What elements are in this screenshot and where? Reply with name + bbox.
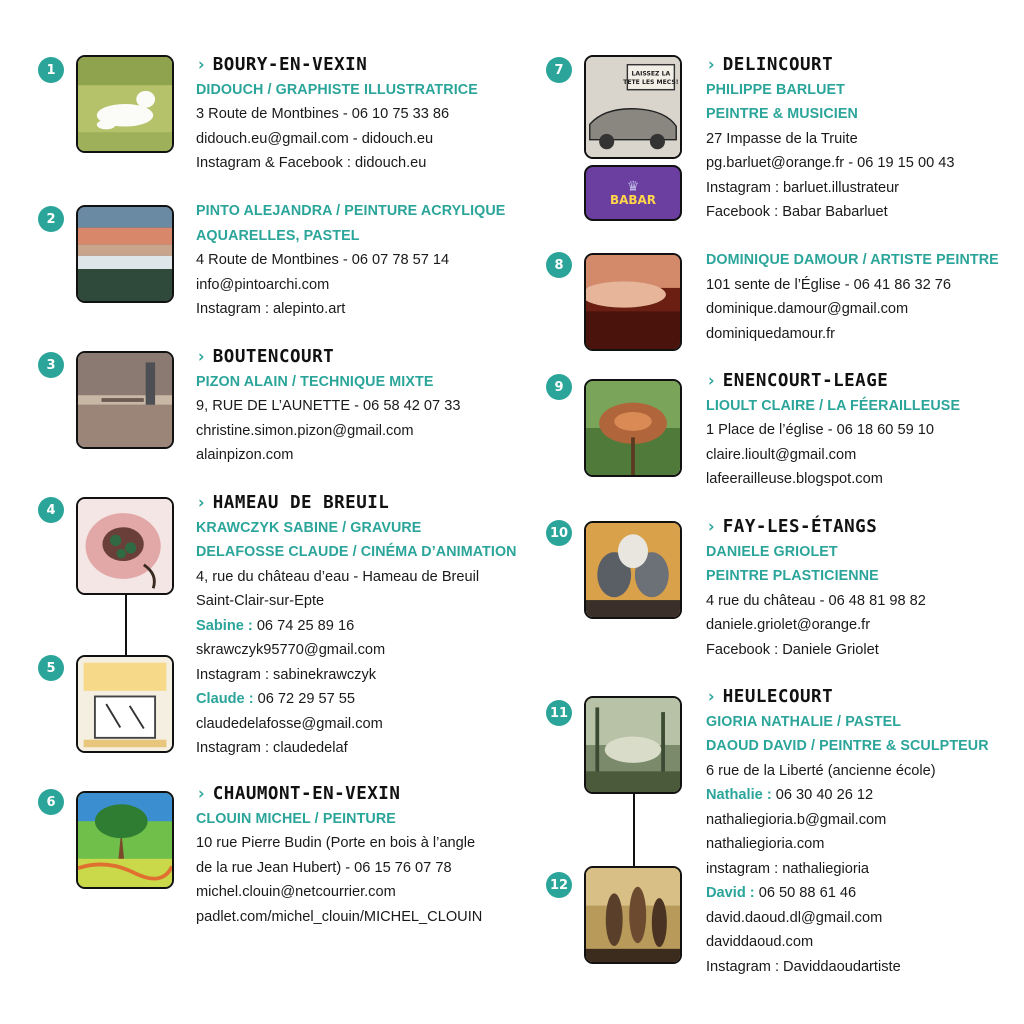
- chevron-right-icon: ›: [196, 784, 207, 804]
- cow-painting-image: [78, 57, 172, 151]
- entry-number-badge: 5: [38, 655, 64, 681]
- artist-subtitle: DELAFOSSE CLAUDE / CINÉMA D’ANIMATION: [196, 544, 517, 560]
- forest-pastel-image: [586, 698, 680, 792]
- address-line: de la rue Jean Hubert) - 06 15 76 07 78: [196, 859, 452, 876]
- entry-2-info: [196, 199, 516, 322]
- artwork-thumbnail[interactable]: [76, 655, 174, 753]
- entry-number-badge: 8: [546, 252, 572, 278]
- town-name: CHAUMONT-EN-VEXIN: [212, 784, 401, 804]
- contact-line[interactable]: daviddaoud.com: [706, 934, 814, 950]
- contact-line[interactable]: Instagram : claudedelaf: [196, 740, 348, 756]
- phone-number[interactable]: 06 72 29 57 55: [253, 691, 356, 707]
- artist-subtitle: DAOUD DAVID / PEINTRE & SCULPTEUR: [706, 738, 989, 754]
- artwork-thumbnail[interactable]: [584, 253, 682, 351]
- town-name: HEULECOURT: [722, 687, 834, 707]
- chevron-right-icon: ›: [706, 687, 717, 707]
- entry-number-badge: 11: [546, 700, 572, 726]
- town-heading: [196, 782, 516, 807]
- contact-label: Sabine :: [196, 617, 253, 634]
- artwork-thumbnail[interactable]: [584, 866, 682, 964]
- phone-number[interactable]: 06 30 40 26 12: [771, 787, 874, 803]
- tree-painting-image: [78, 793, 172, 887]
- entry-11-12-info: [706, 685, 1024, 979]
- contact-line[interactable]: Instagram : barluet.illustrateur: [706, 179, 900, 196]
- artist-subtitle: GIORIA NATHALIE / PASTEL: [706, 713, 902, 730]
- address-line: 4, rue du château d’eau - Hameau de Breuil: [196, 568, 480, 585]
- artist-subtitle: PINTO ALEJANDRA / PEINTURE ACRYLIQUE: [196, 203, 506, 219]
- contact-line[interactable]: info@pintoarchi.com: [196, 276, 330, 293]
- town-heading: [706, 685, 1024, 710]
- svg-text:TETE LES MECS!: TETE LES MECS!: [623, 78, 679, 86]
- phone-number[interactable]: 06 74 25 89 16: [252, 617, 355, 634]
- address-line: 4 Route de Montbines - 06 07 78 57 14: [196, 252, 450, 268]
- connector-line: [125, 594, 127, 656]
- town-heading: [706, 53, 1024, 78]
- entry-8-info: [706, 248, 1024, 346]
- chevron-right-icon: ›: [196, 347, 207, 367]
- artwork-thumbnail[interactable]: [76, 55, 174, 153]
- contact-line[interactable]: dominiquedamour.fr: [706, 325, 835, 342]
- figures-painting-image: [586, 868, 680, 962]
- contact-line[interactable]: Instagram : Daviddaoudartiste: [706, 958, 901, 975]
- artwork-thumbnail[interactable]: [584, 521, 682, 619]
- artist-subtitle: PEINTRE PLASTICIENNE: [706, 568, 879, 584]
- contact-line[interactable]: Instagram : sabinekrawczyk: [196, 666, 377, 683]
- town-name: BOUTENCOURT: [212, 347, 335, 367]
- entry-3-info: [196, 345, 516, 468]
- contact-label: Claude :: [196, 691, 254, 707]
- entry-1-info: [196, 53, 516, 176]
- artist-subtitle: PEINTRE & MUSICIEN: [706, 106, 858, 122]
- address-line: 4 rue du château - 06 48 81 98 82: [706, 592, 926, 609]
- town-name: HAMEAU DE BREUIL: [212, 493, 390, 513]
- chevron-right-icon: ›: [196, 55, 207, 75]
- red-abstract-image: [586, 255, 680, 349]
- contact-line[interactable]: nathaliegioria.com: [706, 836, 825, 852]
- artist-subtitle: AQUARELLES, PASTEL: [196, 227, 360, 244]
- artist-subtitle: KRAWCZYK SABINE / GRAVURE: [196, 519, 422, 536]
- entry-6-info: [196, 782, 516, 929]
- chevron-right-icon: ›: [706, 371, 717, 391]
- contact-line[interactable]: Facebook : Babar Babarluet: [706, 204, 888, 220]
- contact-line[interactable]: dominique.damour@gmail.com: [706, 301, 909, 317]
- contact-line[interactable]: pg.barluet@orange.fr - 06 19 15 00 43: [706, 155, 955, 171]
- contact-line[interactable]: michel.clouin@netcourrier.com: [196, 884, 396, 900]
- phone-line: [196, 614, 516, 639]
- contact-label: Nathalie :: [706, 787, 772, 803]
- address-line: 3 Route de Montbines - 06 10 75 33 86: [196, 106, 450, 122]
- comic-drawing-image: [586, 57, 680, 157]
- address-line: Saint-Clair-sur-Epte: [196, 593, 325, 609]
- crown-icon: ♛: [626, 178, 640, 194]
- artwork-thumbnail[interactable]: [76, 791, 174, 889]
- town-name: ENENCOURT-LEAGE: [722, 371, 889, 391]
- logo-text: BABAR: [609, 193, 657, 207]
- contact-line[interactable]: alainpizon.com: [196, 447, 294, 463]
- artist-subtitle: DOMINIQUE DAMOUR / ARTISTE PEINTRE: [706, 252, 999, 268]
- contact-line[interactable]: claudedelafosse@gmail.com: [196, 715, 383, 732]
- contact-line[interactable]: Instagram & Facebook : didouch.eu: [196, 155, 427, 171]
- entry-4-5-info: [196, 491, 516, 761]
- town-heading: [706, 515, 1024, 540]
- chevron-right-icon: ›: [706, 517, 717, 537]
- phone-line: [706, 783, 1024, 808]
- address-line: 10 rue Pierre Budin (Porte en bois à l’angle: [196, 835, 476, 851]
- artwork-thumbnail[interactable]: [584, 696, 682, 794]
- town-heading: [196, 345, 516, 370]
- artist-subtitle: DANIELE GRIOLET: [706, 543, 838, 560]
- svg-text:LAISSEZ LA: LAISSEZ LA: [631, 70, 671, 78]
- contact-line[interactable]: daniele.griolet@orange.fr: [706, 617, 871, 633]
- artist-subtitle: CLOUIN MICHEL / PEINTURE: [196, 810, 396, 827]
- address-line: 1 Place de l’église - 06 18 60 59 10: [706, 422, 934, 438]
- address-line: 101 sente de l’Église - 06 41 86 32 76: [706, 276, 952, 293]
- engraving-image: [78, 499, 172, 593]
- address-line: 27 Impasse de la Truite: [706, 130, 858, 147]
- artist-subtitle: LIOULT CLAIRE / LA FÉERAILLEUSE: [706, 397, 961, 414]
- contact-line[interactable]: skrawczyk95770@gmail.com: [196, 642, 386, 658]
- entry-10-info: [706, 515, 1024, 662]
- mixed-technique-image: [78, 353, 172, 447]
- faces-painting-image: [586, 523, 680, 617]
- chevron-right-icon: ›: [706, 55, 717, 75]
- artist-subtitle: PIZON ALAIN / TECHNIQUE MIXTE: [196, 373, 434, 390]
- artist-subtitle: PHILIPPE BARLUET: [706, 81, 846, 98]
- town-name: DELINCOURT: [722, 55, 834, 75]
- entry-number-badge: 2: [38, 206, 64, 232]
- phone-line: [196, 687, 516, 712]
- landscape-painting-image: [78, 207, 172, 301]
- contact-line[interactable]: david.daoud.dl@gmail.com: [706, 909, 883, 926]
- connector-line: [633, 794, 635, 866]
- town-heading: [196, 491, 516, 516]
- contact-line[interactable]: Instagram : alepinto.art: [196, 301, 346, 317]
- entry-number-badge: 12: [546, 872, 572, 898]
- artwork-thumbnail[interactable]: [584, 55, 682, 159]
- entry-number-badge: 3: [38, 352, 64, 378]
- address-line: 6 rue de la Liberté (ancienne école): [706, 762, 936, 779]
- contact-line[interactable]: Facebook : Daniele Griolet: [706, 641, 879, 658]
- address-line: 9, RUE DE L’AUNETTE - 06 58 42 07 33: [196, 398, 461, 414]
- sculpture-image: [586, 381, 680, 475]
- contact-line[interactable]: instagram : nathaliegioria: [706, 860, 870, 877]
- town-heading: [706, 369, 1024, 394]
- phone-line: [706, 881, 1024, 906]
- entry-number-badge: 6: [38, 789, 64, 815]
- town-name: BOURY-EN-VEXIN: [212, 55, 368, 75]
- contact-line[interactable]: didouch.eu@gmail.com - didouch.eu: [196, 130, 434, 147]
- artwork-thumbnail[interactable]: [584, 379, 682, 477]
- contact-line[interactable]: padlet.com/michel_clouin/MICHEL_CLOUIN: [196, 908, 483, 925]
- entry-number-badge: 4: [38, 497, 64, 523]
- town-name: FAY-LES-ÉTANGS: [722, 517, 878, 537]
- artwork-thumbnail[interactable]: [76, 351, 174, 449]
- contact-line[interactable]: christine.simon.pizon@gmail.com: [196, 422, 414, 439]
- entry-number-badge: 10: [546, 520, 572, 546]
- babar-logo: [586, 167, 680, 219]
- chevron-right-icon: ›: [196, 493, 207, 513]
- contact-line[interactable]: lafeerailleuse.blogspot.com: [706, 471, 883, 487]
- artwork-thumbnail[interactable]: [76, 205, 174, 303]
- entry-number-badge: 1: [38, 57, 64, 83]
- phone-number[interactable]: 06 50 88 61 46: [754, 885, 857, 901]
- artist-subtitle: DIDOUCH / GRAPHISTE ILLUSTRATRICE: [196, 81, 478, 98]
- artwork-thumbnail-logo[interactable]: [584, 165, 682, 221]
- entry-number-badge: 7: [546, 57, 572, 83]
- contact-label: David :: [706, 885, 755, 901]
- entry-9-info: [706, 369, 1024, 492]
- entry-7-info: [706, 53, 1024, 225]
- artwork-thumbnail[interactable]: [76, 497, 174, 595]
- animation-book-image: [78, 657, 172, 751]
- entry-number-badge: 9: [546, 374, 572, 400]
- contact-line[interactable]: nathaliegioria.b@gmail.com: [706, 811, 887, 828]
- town-heading: [196, 53, 516, 78]
- contact-line[interactable]: claire.lioult@gmail.com: [706, 446, 857, 463]
